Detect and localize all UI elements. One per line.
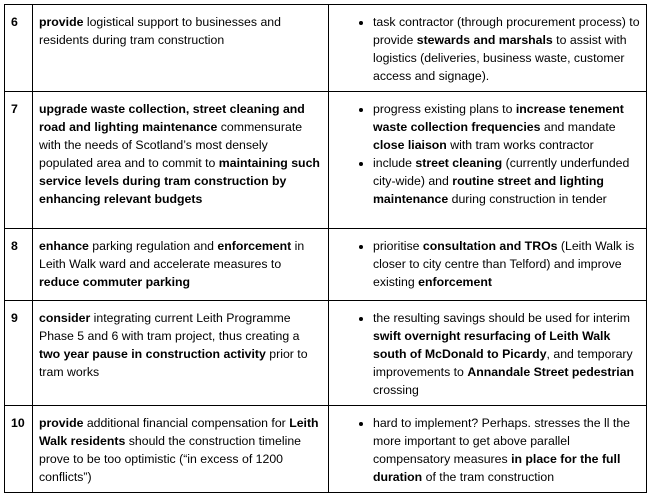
measures-list (337, 100, 640, 208)
actions-table (4, 4, 647, 493)
measures-cell (329, 5, 647, 92)
list-item: • include street cleaning (currently underfunded city-wide) and routine street and lighting maintenance during construction in tender (373, 154, 640, 208)
table-row (5, 406, 647, 493)
action-cell: upgrade waste collection, street cleaning and road and lighting maintenance commensurate with the needs of Scotland’s most densely populated area and to commit to maintaining such service levels during tram construction by enhancing relevant budgets (33, 92, 329, 229)
list-item: • task contractor (through procurement process) to provide stewards and marshals to assist with logistics (deliveries, business waste, customer access and signage). (373, 13, 640, 85)
action-cell: provide additional financial compensation for Leith Walk residents should the construction timeline prove to be too optimistic (“in excess of 1200 conflicts”) (33, 406, 329, 493)
measures-list (337, 13, 640, 85)
table-row (5, 5, 647, 92)
row-number: 10 (5, 406, 33, 493)
row-number: 7 (5, 92, 33, 229)
list-item: • prioritise consultation and TROs (Leith Walk is closer to city centre than Telford) and improve existing enforcement (373, 237, 640, 291)
list-item: • progress existing plans to increase tenement waste collection frequencies and mandate close liaison with tram works contractor (373, 100, 640, 154)
measures-cell (329, 92, 647, 229)
row-number: 9 (5, 301, 33, 406)
action-cell: enhance parking regulation and enforcement in Leith Walk ward and accelerate measures to reduce commuter parking (33, 229, 329, 301)
row-number: 6 (5, 5, 33, 92)
list-item: • hard to implement? Perhaps. stresses the ll the more important to get above parallel compensatory measures in place for the full duration of the tram construction (373, 414, 640, 486)
measures-list (337, 309, 640, 399)
list-item: • the resulting savings should be used for interim swift overnight resurfacing of Leith Walk south of McDonald to Picardy, and temporary improvements to Annandale Street pedestrian crossing (373, 309, 640, 399)
measures-list (337, 414, 640, 486)
action-cell: consider integrating current Leith Programme Phase 5 and 6 with tram project, thus creating a two year pause in construction activity prior to tram works (33, 301, 329, 406)
measures-cell (329, 406, 647, 493)
measures-cell (329, 301, 647, 406)
action-cell: provide logistical support to businesses and residents during tram construction (33, 5, 329, 92)
table-row (5, 301, 647, 406)
measures-cell (329, 229, 647, 301)
table-row (5, 229, 647, 301)
table-row (5, 92, 647, 229)
row-number: 8 (5, 229, 33, 301)
measures-list (337, 237, 640, 291)
